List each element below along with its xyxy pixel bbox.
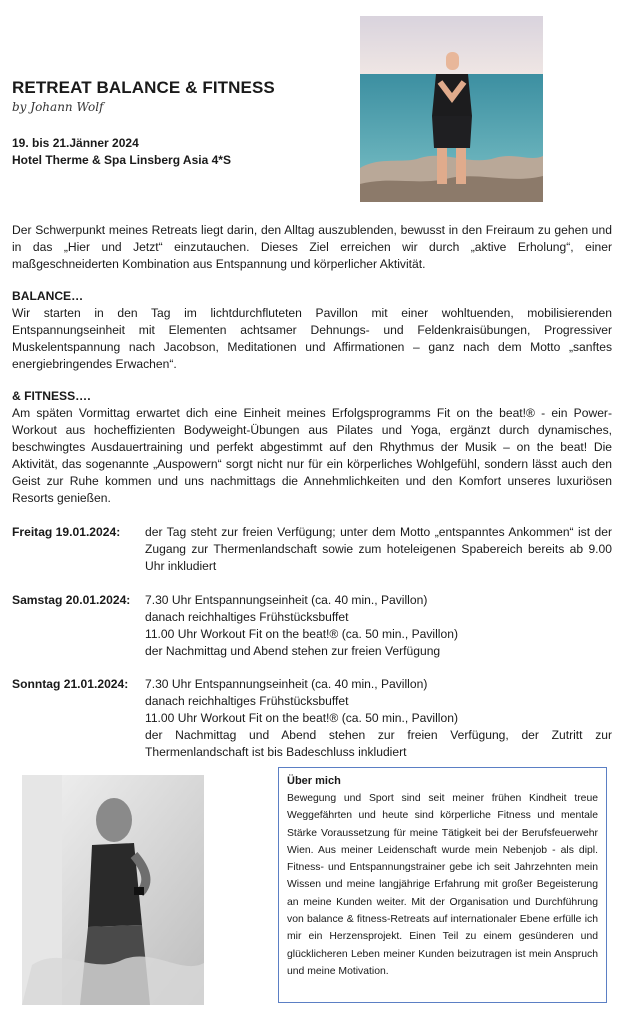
schedule-lines (145, 592, 612, 660)
schedule-line: der Nachmittag und Abend stehen zur freien Verfügung (145, 644, 441, 658)
schedule-day-label: Samstag 20.01.2024: (12, 593, 131, 607)
about-heading: Über mich (287, 775, 341, 787)
balance-section (12, 288, 612, 373)
trainer-photo-illustration (22, 775, 204, 1005)
schedule-line: 11.00 Uhr Workout Fit on the beat!® (ca. 50 min., Pavillon) (145, 711, 458, 725)
schedule-day-label: Sonntag 21.01.2024: (12, 677, 129, 691)
schedule-saturday (12, 592, 612, 662)
balance-heading: BALANCE… (12, 289, 84, 303)
balance-text: Wir starten in den Tag im lichtdurchfluteten Pavillon mit einer wohltuenden, mobilisierenden Entspannungseinheit mit Elementen achtsamer Dehnungs- und Feldenkraisübungen, Progressiver Muskelentspannung nach Jacobson, Meditationen und Affirmationen – ganz nach dem Motto „sanftes energiebringendes Erwachen“. (12, 306, 612, 371)
schedule-day-label: Freitag 19.01.2024: (12, 525, 121, 539)
intro-paragraph: Der Schwerpunkt meines Retreats liegt darin, den Alltag auszublenden, bewusst in den Freiraum zu gehen und in das „Hier und Jetzt“ einzutauchen. Dieses Ziel erreichen wir durch „aktive Erholung“, einer maßgeschneiderten Kombination aus Entspannung und körperlicher Aktivität. (12, 223, 612, 271)
schedule-line: 7.30 Uhr Entspannungseinheit (ca. 40 min., Pavillon) (145, 677, 428, 691)
author-line: by Johann Wolf (12, 100, 104, 114)
beach-meditation-photo (360, 16, 543, 202)
about-me-box (278, 767, 607, 1003)
event-info (12, 135, 231, 169)
about-text: Bewegung und Sport sind seit meiner frühen Kindheit treue Weggefährten und heute sind körperliche Fitness und mentale Stärke Voraussetzung für meine Tätigkeit bei der Berufsfeuerwehr Wien. Aus meiner Leidenschaft wurde mein Nebenjob - als dipl. Fitness- und Entspannungstrainer gebe ich seit Jahrzehnten mein Wissen und meine langjährige Erfahrung mit großer Begeisterung an meine Kunden weiter. Mit der Organisation und Durchführung von balance & fitness-Retreats auf internationaler Ebene erfülle ich mir ein Herzensprojekt. Einen Teil zu einem gesünderen und glücklicheren Leben meiner Kunden beizutragen ist mein Anspruch und meine Motivation. (287, 793, 598, 977)
schedule-line: danach reichhaltiges Frühstücksbuffet (145, 610, 349, 624)
event-date: 19. bis 21.Jänner 2024 (12, 136, 139, 150)
retreat-title: RETREAT BALANCE & FITNESS (12, 78, 275, 97)
schedule-line: danach reichhaltiges Frühstücksbuffet (145, 694, 349, 708)
fitness-heading: & FITNESS…. (12, 389, 91, 403)
schedule-sunday (12, 676, 612, 762)
schedule-line: 7.30 Uhr Entspannungseinheit (ca. 40 min., Pavillon) (145, 593, 428, 607)
beach-photo-illustration (360, 16, 543, 202)
fitness-text: Am späten Vormittag erwartet dich eine Einheit meines Erfolgsprogramms Fit on the beat!® - ein Power-Workout aus hocheffizienten Bodyweight-Übungen aus Pilates und Yoga, ergänzt durch dynamisches, beschwingtes Ausdauertraining und perfekt abgestimmt auf den Rhythmus der Musik – on the beat! Die Aktivität, das sogenannte „Auspowern“ sorgt nicht nur für ein körperliches Wohlgefühl, sondern lässt auch den Geist zur Ruhe kommen und uns nachmittags die Annehmlichkeiten und den Komfort unseres luxuriösen Resorts genießen. (12, 406, 612, 505)
schedule-line: der Nachmittag und Abend stehen zur freien Verfügung, der Zutritt zur Thermenlandschaft ist bis Badeschluss inkludiert (145, 728, 612, 759)
event-venue: Hotel Therme & Spa Linsberg Asia 4*S (12, 153, 231, 167)
trainer-bw-photo (22, 775, 204, 1005)
schedule-lines (145, 676, 612, 761)
schedule-friday (12, 524, 612, 576)
fitness-section (12, 388, 612, 507)
schedule-line: 11.00 Uhr Workout Fit on the beat!® (ca. 50 min., Pavillon) (145, 627, 458, 641)
schedule-text: der Tag steht zur freien Verfügung; unter dem Motto „entspanntes Ankommen“ ist der Zugang zur Thermenlandschaft sowie zum hoteleigenen Spabereich bereits ab 9.00 Uhr inkludiert (145, 525, 612, 573)
